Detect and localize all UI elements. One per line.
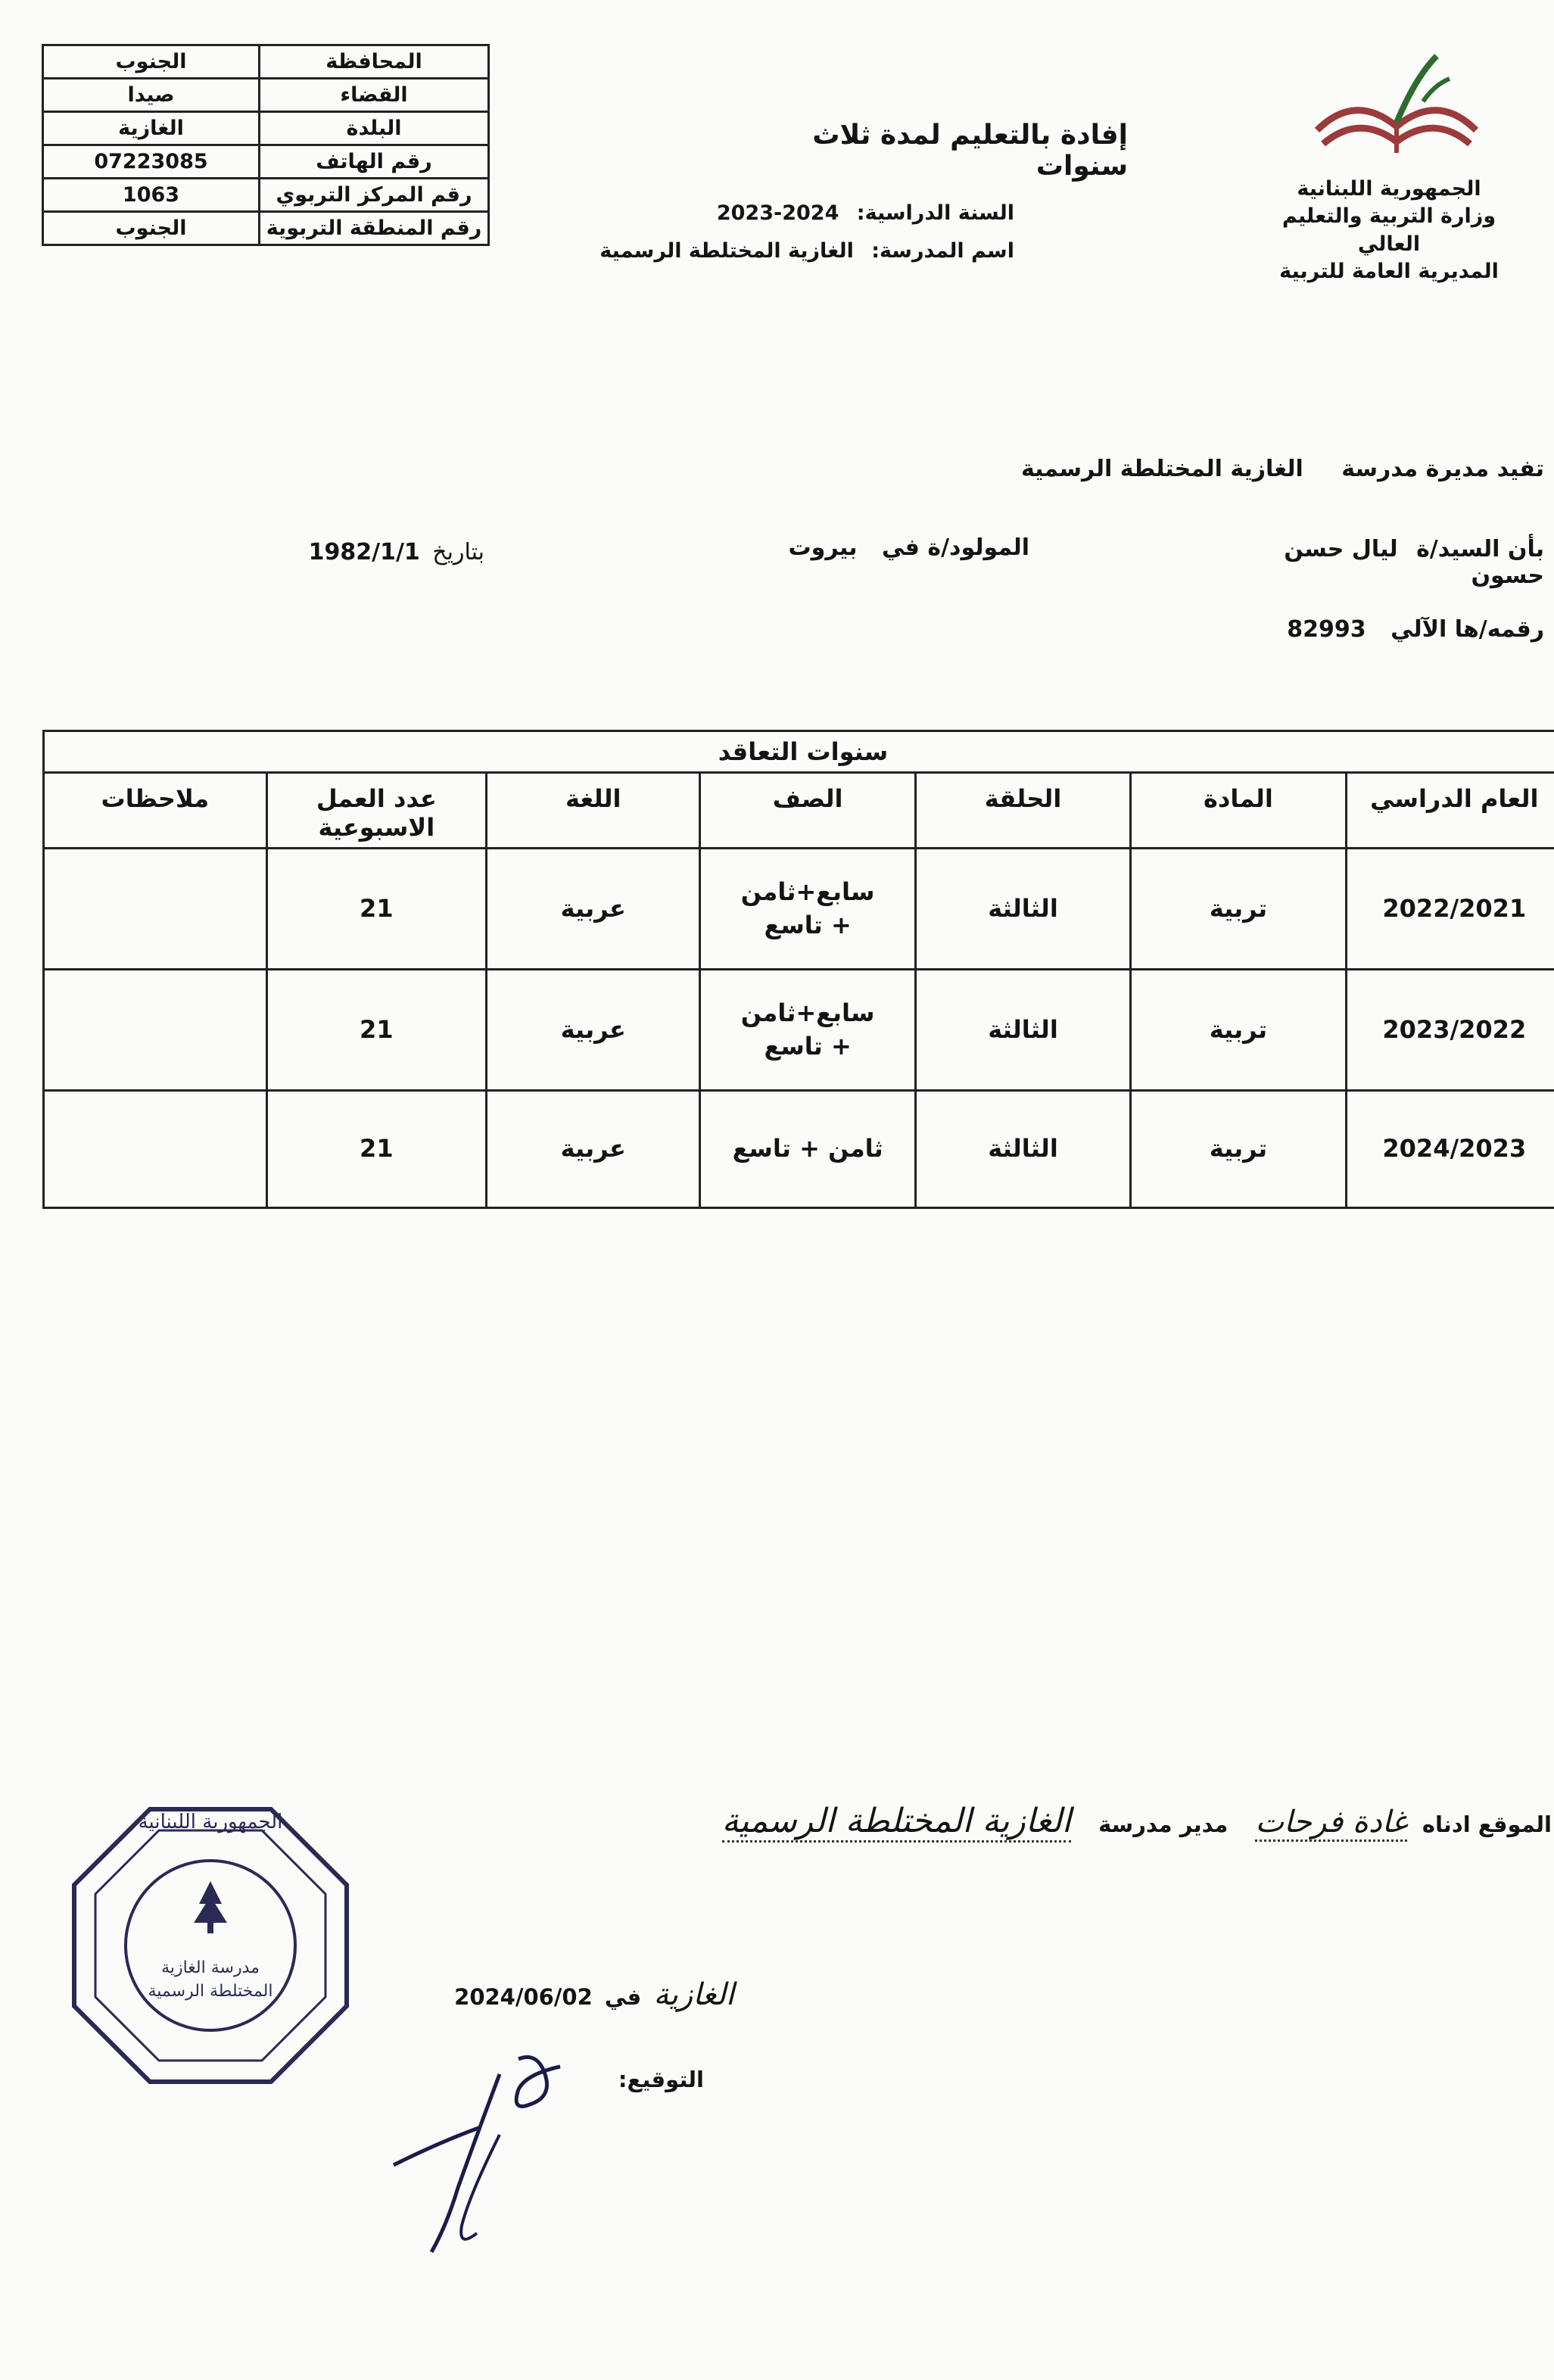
cell-hours: 21: [266, 970, 486, 1091]
official-stamp: [59, 1794, 362, 2097]
cell-notes: [44, 1091, 267, 1208]
ministry-line3: المديرية العامة للتربية: [1279, 260, 1499, 284]
table-row: [44, 970, 1554, 1091]
table-row: [44, 849, 1554, 970]
school-year: [681, 201, 1014, 225]
info-row: [43, 79, 489, 112]
stamp-inner-text: مدرسة الغازية المختلطة الرسمية: [148, 1958, 273, 2001]
info-value: الغازية: [43, 112, 260, 145]
born-label: المولود/ة في: [881, 534, 1029, 561]
teacher-label: بأن السيد/ة: [1416, 536, 1544, 562]
statement-prefix: تفيد مديرة مدرسة: [1341, 456, 1544, 482]
cell-grade: سابع+ثامن + تاسع: [700, 849, 915, 970]
info-label: البلدة: [260, 112, 489, 145]
signature-label: التوقيع:: [618, 2067, 704, 2092]
teacher-name: ليال حسن حسون: [1284, 536, 1544, 589]
ministry-logo: [1310, 47, 1484, 160]
info-row: [43, 145, 489, 179]
document-title: إفادة بالتعليم لمدة ثلاث سنوات: [812, 120, 1128, 182]
birth-date: 1982/1/1: [308, 539, 420, 565]
cell-language: عربية: [487, 970, 700, 1091]
cell-grade: سابع+ثامن + تاسع: [700, 970, 915, 1091]
stamp-outer-text: الجمهورية اللبنانية: [138, 1811, 283, 1833]
id-label: رقمه/ها الآلي: [1391, 616, 1544, 643]
cell-cycle: الثالثة: [915, 970, 1130, 1091]
place-name: الغازية: [653, 1977, 734, 2012]
teacher-label-group: [1211, 536, 1544, 589]
cell-notes: [44, 970, 267, 1091]
ministry-text: [1257, 176, 1521, 286]
info-value: 1063: [43, 179, 260, 212]
info-value: صيدا: [43, 79, 260, 112]
school-year-label: السنة الدراسية:: [856, 201, 1014, 225]
handwritten-signature: [386, 2044, 598, 2263]
column-header: المادة: [1131, 773, 1346, 849]
column-header: الحلقة: [915, 773, 1130, 849]
birth-date-group: [272, 539, 484, 565]
column-header: الصف: [700, 773, 915, 849]
place-date-line: [416, 1977, 734, 2012]
cell-year: 2024/2023: [1346, 1091, 1554, 1208]
info-label: رقم الهاتف: [260, 145, 489, 179]
info-label: رقم المركز التربوي: [260, 179, 489, 212]
born-place: بيروت: [788, 534, 858, 561]
date-label: بتاريخ: [432, 539, 484, 565]
cell-year: 2023/2022: [1346, 970, 1554, 1091]
info-row: [43, 179, 489, 212]
column-header: اللغة: [487, 773, 700, 849]
signer-line: [447, 1802, 1552, 1840]
info-value: الجنوب: [43, 212, 260, 245]
cell-subject: تربية: [1131, 970, 1346, 1091]
cell-language: عربية: [487, 1091, 700, 1208]
school-name-label: اسم المدرسة:: [871, 239, 1014, 263]
footer-date: 2024/06/02: [454, 1984, 593, 2010]
info-value: 07223085: [43, 145, 260, 179]
id-value: 82993: [1287, 616, 1366, 643]
cell-language: عربية: [487, 849, 700, 970]
column-header: العام الدراسي: [1346, 773, 1554, 849]
ministry-line2: وزارة التربية والتعليم العالي: [1282, 204, 1496, 256]
info-label: المحافظة: [260, 45, 489, 79]
info-label: رقم المنطقة التربوية: [260, 212, 489, 245]
director-label: مدير مدرسة: [1098, 1811, 1229, 1837]
id-group: [1287, 616, 1544, 643]
info-label: القضاء: [260, 79, 489, 112]
signer-name: غادة فرحات: [1255, 1805, 1406, 1842]
cell-cycle: الثالثة: [915, 1091, 1130, 1208]
school-name-value: الغازية المختلطة الرسمية: [599, 239, 854, 263]
contract-table: [42, 730, 1554, 1209]
cell-subject: تربية: [1131, 849, 1346, 970]
column-header: عدد العمل الاسبوعية: [266, 773, 486, 849]
cell-notes: [44, 849, 267, 970]
ministry-line1: الجمهورية اللبنانية: [1297, 177, 1481, 201]
info-row: [43, 112, 489, 145]
cell-hours: 21: [266, 849, 486, 970]
contract-table-caption: سنوات التعاقد: [44, 731, 1554, 773]
school-year-value: 2024-2023: [716, 201, 839, 225]
cell-subject: تربية: [1131, 1091, 1346, 1208]
date-prefix: في: [604, 1984, 642, 2010]
statement-line-1: [757, 456, 1544, 482]
cell-grade: ثامن + تاسع: [700, 1091, 915, 1208]
info-table: [42, 44, 490, 246]
signer-prefix: الموقع ادناه: [1422, 1811, 1552, 1837]
info-row: [43, 45, 489, 79]
info-value: الجنوب: [43, 45, 260, 79]
cell-year: 2022/2021: [1346, 849, 1554, 970]
cell-cycle: الثالثة: [915, 849, 1130, 970]
cell-hours: 21: [266, 1091, 486, 1208]
birth-place-group: [787, 534, 1029, 561]
school-name: [590, 239, 1014, 263]
info-row: [43, 212, 489, 245]
column-header: ملاحظات: [44, 773, 267, 849]
table-row: [44, 1091, 1554, 1208]
director-school: الغازية المختلطة الرسمية: [722, 1802, 1071, 1843]
statement-school: الغازية المختلطة الرسمية: [1020, 456, 1303, 482]
